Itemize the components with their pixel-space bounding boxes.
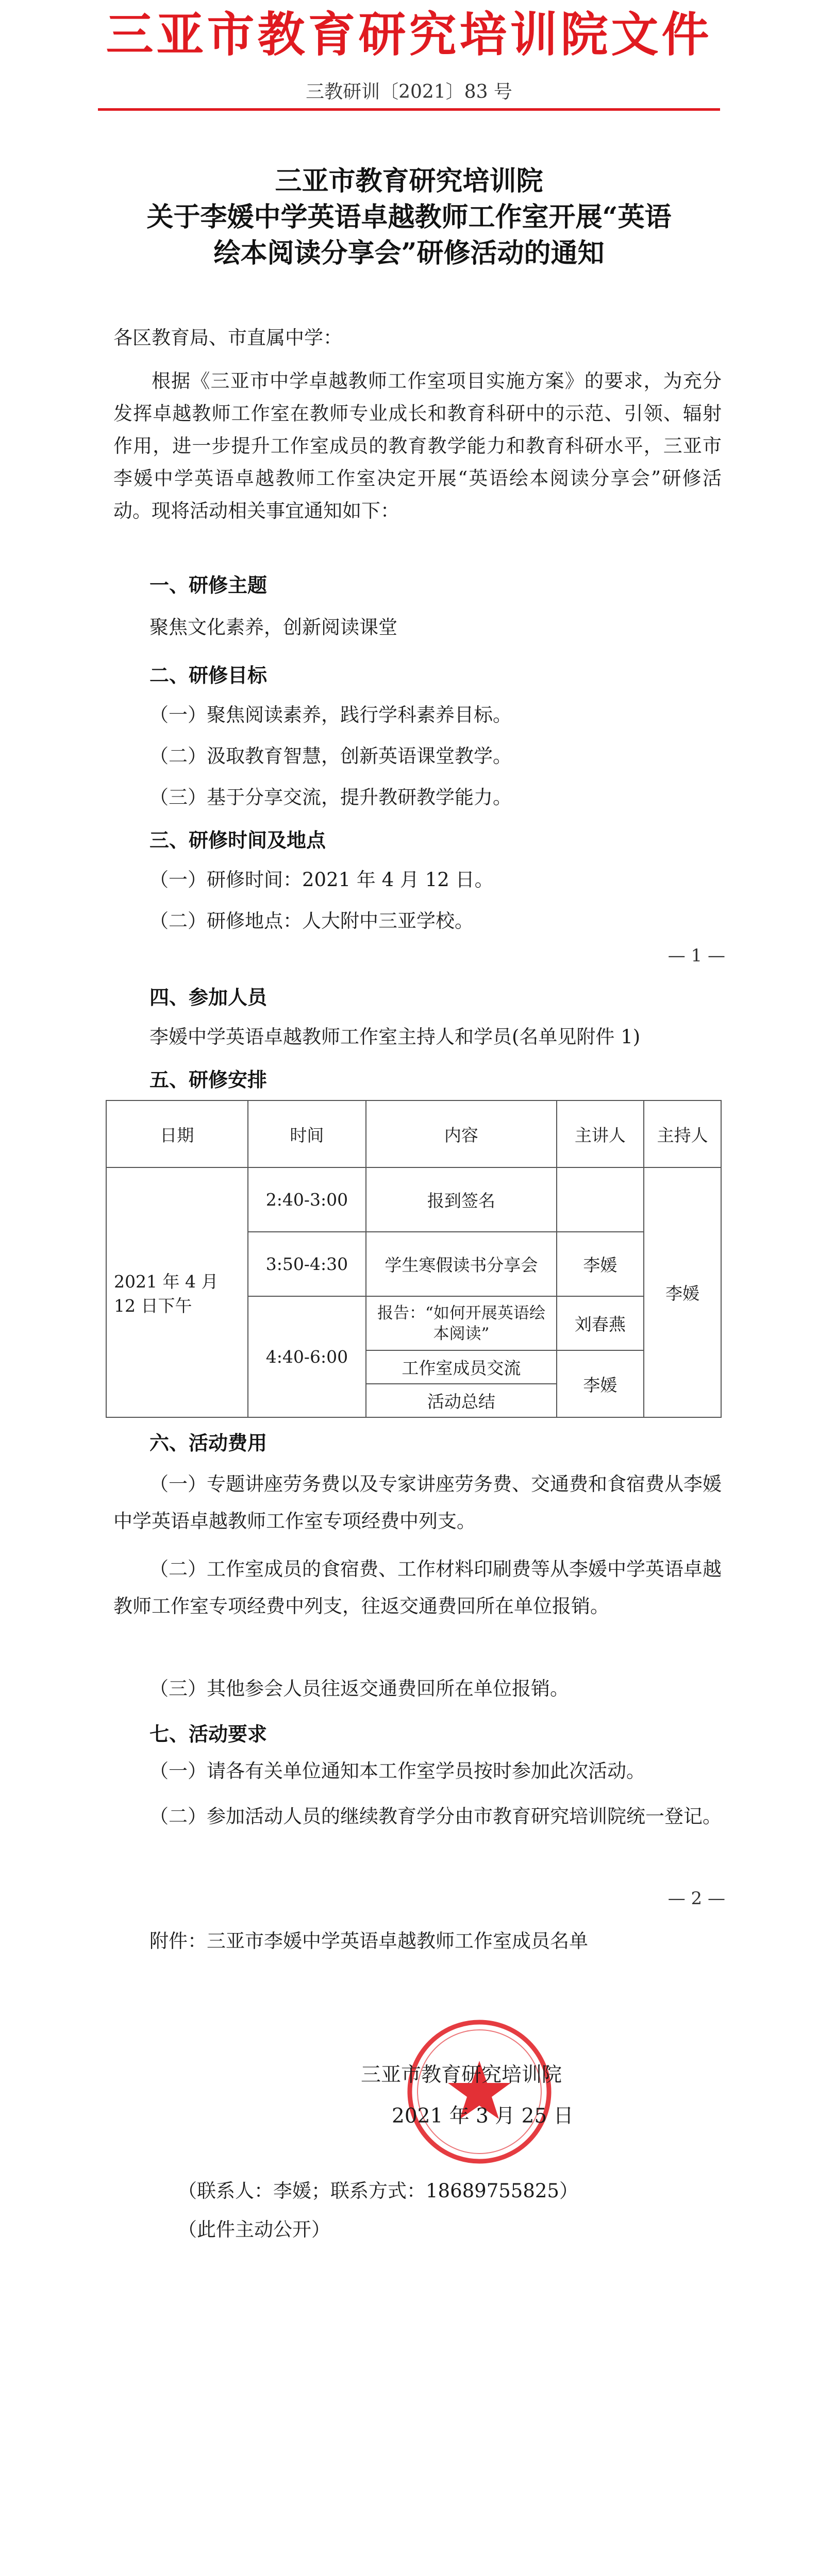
- goal-item-1: （一）聚焦阅读素养，践行学科素养目标。: [149, 704, 512, 726]
- time-cell: 2:40-3:00: [248, 1167, 366, 1232]
- cost-item-2: （二）工作室成员的食宿费、工作材料印刷费等从李媛中学英语卓越教师工作室专项经费中列支，往返交通费回所在单位报销。: [113, 1558, 722, 1617]
- salutation: 各区教育局、市直属中学：: [113, 327, 342, 349]
- goal-item-3: （三）基于分享交流，提升教研教学能力。: [149, 786, 512, 808]
- speaker-cell: 李媛: [557, 1350, 644, 1417]
- host-cell: 李媛: [644, 1167, 721, 1417]
- cost-item-1: （一）专题讲座劳务费以及专家讲座劳务费、交通费和食宿费从李媛中学英语卓越教师工作室专项经费中列支。: [113, 1473, 722, 1532]
- section-heading-schedule: 五、研修安排: [149, 1069, 268, 1091]
- disclosure-note: （此件主动公开）: [178, 2218, 330, 2241]
- header-host: 主持人: [644, 1100, 721, 1167]
- content-cell: 报到签名: [366, 1167, 556, 1232]
- section-heading-requirements: 七、活动要求: [149, 1723, 268, 1745]
- signature-date: 2021 年 3 月 25 日: [392, 2105, 574, 2128]
- title-line-3: 绘本阅读分享会”研修活动的通知: [213, 238, 605, 269]
- time-item: （一）研修时间：2021 年 4 月 12 日。: [149, 869, 494, 891]
- section-heading-topic: 一、研修主题: [149, 574, 268, 597]
- page-number-1: — 1 —: [667, 945, 725, 966]
- date-cell: 2021 年 4 月 12 日下午: [106, 1167, 248, 1417]
- speaker-cell: 李媛: [557, 1232, 644, 1296]
- section-heading-time-place: 三、研修时间及地点: [149, 829, 326, 852]
- document-number: 三教研训〔2021〕83 号: [306, 81, 512, 103]
- attachment-line: 附件：三亚市李媛中学英语卓越教师工作室成员名单: [149, 1930, 588, 1952]
- time-cell: 3:50-4:30: [248, 1232, 366, 1296]
- schedule-table: [106, 1100, 722, 1418]
- red-divider: [98, 108, 720, 111]
- signature-org: 三亚市教育研究培训院: [361, 2063, 562, 2087]
- official-seal-icon: [405, 2017, 554, 2166]
- intro-paragraph: 根据《三亚市中学卓越教师工作室项目实施方案》的要求，为充分发挥卓越教师工作室在教师专业成长和教育科研中的示范、引领、辐射作用，进一步提升工作室成员的教育教学能力和教育科研水平，三亚市李媛中学英语卓越教师工作室决定开展“英语绘本阅读分享会”研修活动。现将活动相关事宜通知如下：: [113, 370, 722, 522]
- section-heading-participants: 四、参加人员: [149, 986, 268, 1009]
- time-cell: 4:40-6:00: [248, 1296, 366, 1417]
- content-cell: 报告：“如何开展英语绘本阅读”: [366, 1296, 556, 1350]
- header-time: 时间: [248, 1100, 366, 1167]
- participants-text: 李媛中学英语卓越教师工作室主持人和学员(名单见附件 1): [149, 1026, 641, 1048]
- table-row: [106, 1167, 721, 1232]
- page-number-2: — 2 —: [667, 1888, 725, 1909]
- content-cell: 活动总结: [366, 1384, 556, 1417]
- title-line-2: 关于李媛中学英语卓越教师工作室开展“英语: [146, 201, 672, 233]
- cost-item-3: （三）其他参会人员往返交通费回所在单位报销。: [149, 1677, 569, 1700]
- topic-text: 聚焦文化素养，创新阅读课堂: [149, 616, 397, 638]
- speaker-cell: 刘春燕: [557, 1296, 644, 1350]
- requirement-item-1: （一）请各有关单位通知本工作室学员按时参加此次活动。: [149, 1760, 645, 1782]
- speaker-cell: [557, 1167, 644, 1232]
- place-item: （二）研修地点：人大附中三亚学校。: [149, 910, 474, 932]
- contact-info: （联系人：李媛；联系方式：18689755825）: [178, 2180, 578, 2202]
- content-cell: 工作室成员交流: [366, 1350, 556, 1384]
- requirement-item-2: （二）参加活动人员的继续教育学分由市教育研究培训院统一登记。: [149, 1805, 722, 1827]
- section-heading-goals: 二、研修目标: [149, 664, 268, 687]
- header-date: 日期: [106, 1100, 248, 1167]
- section-heading-costs: 六、活动费用: [149, 1432, 268, 1454]
- header-speaker: 主讲人: [557, 1100, 644, 1167]
- table-header-row: [106, 1100, 721, 1167]
- document-header-title: 三亚市教育研究培训院文件: [106, 7, 712, 62]
- title-line-1: 三亚市教育研究培训院: [275, 165, 543, 197]
- header-content: 内容: [366, 1100, 556, 1167]
- goal-item-2: （二）汲取教育智慧，创新英语课堂教学。: [149, 745, 512, 767]
- content-cell: 学生寒假读书分享会: [366, 1232, 556, 1296]
